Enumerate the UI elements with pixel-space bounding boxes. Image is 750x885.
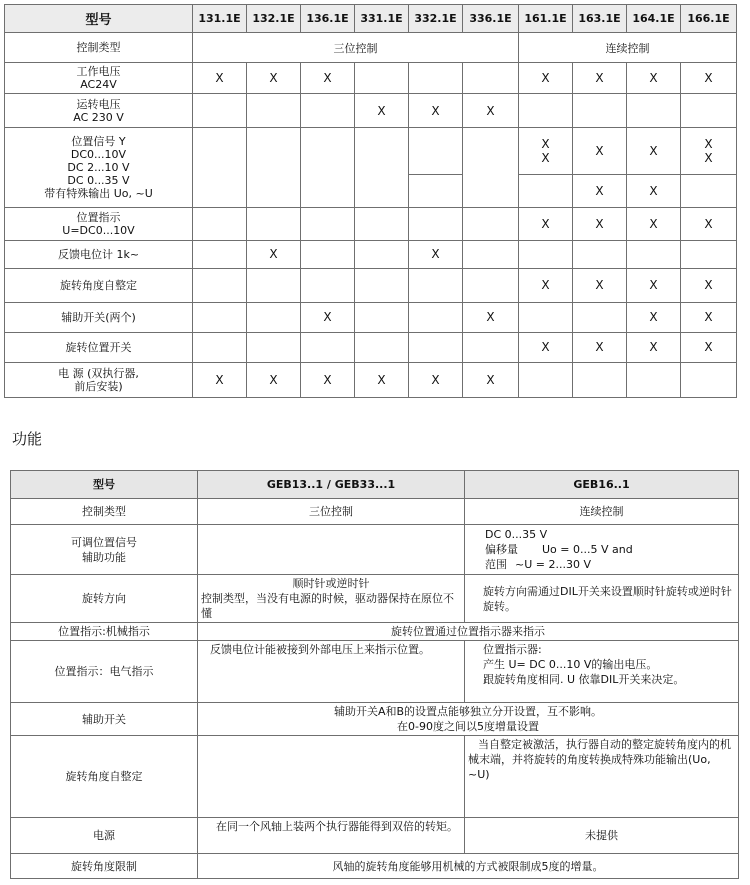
- mark-cell: [519, 302, 573, 332]
- cell-geb16: 位置指示器: 产生 U= DC 0...10 V的输出电压。 跟旋转角度相同. U 依靠DIL开关来决定。: [465, 641, 739, 703]
- mark-cell: X: [247, 362, 301, 397]
- mark-cell: X X: [681, 128, 737, 175]
- row-label: 控制类型: [11, 499, 198, 525]
- row-label: 可调位置信号 辅助功能: [11, 525, 198, 575]
- mark-cell: X: [681, 268, 737, 302]
- model-col: 132.1E: [247, 5, 301, 33]
- mark-cell: [681, 240, 737, 268]
- mark-cell: X: [573, 268, 627, 302]
- mark-cell: [463, 128, 519, 208]
- header-geb16: GEB16..1: [465, 471, 739, 499]
- mark-cell: [519, 94, 573, 128]
- mark-cell: X: [247, 240, 301, 268]
- mark-cell: [409, 208, 463, 240]
- function-table: [10, 470, 739, 879]
- model-col: 161.1E: [519, 5, 573, 33]
- row-position-indicator: [5, 208, 737, 240]
- group-three-position: 三位控制: [193, 33, 519, 63]
- mark-cell: X: [627, 332, 681, 362]
- mark-cell: [409, 128, 463, 175]
- cell-geb13: 在同一个风轴上装两个执行器能得到双倍的转矩。: [198, 818, 465, 854]
- row-label: 旋转角度自整定: [11, 736, 198, 818]
- model-col: 164.1E: [627, 5, 681, 33]
- mark-cell: [301, 268, 355, 302]
- section-title: 功能: [12, 430, 43, 448]
- mark-cell: [573, 302, 627, 332]
- row-label: 旋转角度限制: [11, 854, 198, 879]
- mark-cell: [573, 94, 627, 128]
- mark-cell: [627, 240, 681, 268]
- header-row: [5, 5, 737, 33]
- row-label: 电 源 (双执行器, 前后安装): [5, 362, 193, 397]
- cell-geb13: 三位控制: [198, 499, 465, 525]
- row-aux-switch: [5, 302, 737, 332]
- mark-cell: [355, 240, 409, 268]
- mark-cell: [193, 302, 247, 332]
- mark-cell: [355, 268, 409, 302]
- row-control-type: [11, 499, 739, 525]
- mark-cell: X: [519, 208, 573, 240]
- row-adjustable-signal: [11, 525, 739, 575]
- mark-cell: [193, 240, 247, 268]
- cell-geb13: 顺时针或逆时针 控制类型，当没有电源的时候，驱动器保持在原位不懂: [198, 575, 465, 623]
- mark-cell: [519, 362, 573, 397]
- cell-geb16: 旋转方向需通过DIL开关来设置顺时针旋转或逆时针旋转。: [465, 575, 739, 623]
- model-col: 163.1E: [573, 5, 627, 33]
- mark-cell: X X: [519, 128, 573, 175]
- mark-cell: X: [409, 362, 463, 397]
- row-label: 位置信号 Y DC0...10V DC 2...10 V DC 0...35 V 带有特殊输出 Uo, ~U: [5, 128, 193, 208]
- row-power: [11, 818, 739, 854]
- cell-geb16: 当自整定被激活，执行器自动的整定旋转角度内的机械末端，并将旋转的角度转换成特殊功能输出(Uo, ~U): [465, 736, 739, 818]
- mark-cell: [247, 128, 301, 208]
- cell-geb16: 连续控制: [465, 499, 739, 525]
- mark-cell: X: [301, 63, 355, 94]
- mark-cell: X: [627, 63, 681, 94]
- header-row: [11, 471, 739, 499]
- mark-cell: [409, 332, 463, 362]
- mark-cell: [573, 362, 627, 397]
- mark-cell: [301, 208, 355, 240]
- mark-cell: [193, 128, 247, 208]
- mark-cell: [301, 240, 355, 268]
- row-label: 辅助开关(两个): [5, 302, 193, 332]
- mark-cell: [463, 332, 519, 362]
- mark-cell: X: [463, 302, 519, 332]
- row-position-switch: [5, 332, 737, 362]
- row-self-adjust: [5, 268, 737, 302]
- group-continuous: 连续控制: [519, 33, 737, 63]
- model-col: 166.1E: [681, 5, 737, 33]
- mark-cell: [463, 63, 519, 94]
- mark-cell: X: [193, 63, 247, 94]
- header-geb13: GEB13..1 / GEB33...1: [198, 471, 465, 499]
- row-mech-indicator: [11, 623, 739, 641]
- model-feature-table: [4, 4, 737, 398]
- mark-cell: [301, 128, 355, 208]
- mark-cell: [627, 94, 681, 128]
- mark-cell: [301, 332, 355, 362]
- row-elec-indicator: [11, 641, 739, 703]
- row-aux-switch: [11, 703, 739, 736]
- row-angle-limit: [11, 854, 739, 879]
- mark-cell: X: [627, 302, 681, 332]
- mark-cell: X: [355, 94, 409, 128]
- mark-cell: [573, 240, 627, 268]
- mark-cell: X: [681, 302, 737, 332]
- mark-cell: [355, 332, 409, 362]
- mark-cell: X: [301, 362, 355, 397]
- cell-geb16: DC 0...35 V 偏移量 Uo = 0...5 V and 范围 ~U = 2...30 V: [465, 525, 739, 575]
- cell-merged: 风轴的旋转角度能够用机械的方式被限制成5度的增量。: [198, 854, 739, 879]
- mark-cell: X: [409, 240, 463, 268]
- mark-cell: [409, 268, 463, 302]
- row-label: 位置指示：电气指示: [11, 641, 198, 703]
- mark-cell: X: [627, 268, 681, 302]
- row-position-signal-upper: [5, 128, 737, 175]
- row-label: 旋转角度自整定: [5, 268, 193, 302]
- mark-cell: [247, 302, 301, 332]
- mark-cell: [247, 208, 301, 240]
- row-control-type: [5, 33, 737, 63]
- model-header: 型号: [11, 471, 198, 499]
- mark-cell: [409, 302, 463, 332]
- cell-merged: 辅助开关A和B的设置点能够独立分开设置，互不影响。 在0-90度之间以5度增量设置: [198, 703, 739, 736]
- mark-cell: [193, 268, 247, 302]
- mark-cell: [355, 63, 409, 94]
- cell-geb16: 未提供: [465, 818, 739, 854]
- row-label: 旋转方向: [11, 575, 198, 623]
- model-col: 332.1E: [409, 5, 463, 33]
- mark-cell: [409, 175, 463, 208]
- model-header: 型号: [5, 5, 193, 33]
- mark-cell: [681, 362, 737, 397]
- mark-cell: [681, 175, 737, 208]
- row-power: [5, 362, 737, 397]
- cell-geb13: [198, 525, 465, 575]
- mark-cell: X: [301, 302, 355, 332]
- row-label: 位置指示 U=DC0...10V: [5, 208, 193, 240]
- row-label: 辅助开关: [11, 703, 198, 736]
- mark-cell: [519, 175, 573, 208]
- mark-cell: X: [573, 63, 627, 94]
- row-running-voltage: [5, 94, 737, 128]
- mark-cell: X: [519, 268, 573, 302]
- mark-cell: [193, 94, 247, 128]
- mark-cell: [355, 128, 409, 208]
- row-label: 控制类型: [5, 33, 193, 63]
- mark-cell: X: [355, 362, 409, 397]
- mark-cell: [627, 362, 681, 397]
- row-label: 反馈电位计 1k~: [5, 240, 193, 268]
- model-col: 331.1E: [355, 5, 409, 33]
- row-self-adjust: [11, 736, 739, 818]
- row-operating-voltage: [5, 63, 737, 94]
- mark-cell: X: [193, 362, 247, 397]
- mark-cell: [247, 94, 301, 128]
- mark-cell: X: [681, 63, 737, 94]
- row-rotation-direction: [11, 575, 739, 623]
- mark-cell: [193, 332, 247, 362]
- mark-cell: X: [409, 94, 463, 128]
- mark-cell: X: [573, 175, 627, 208]
- mark-cell: [247, 332, 301, 362]
- mark-cell: [355, 208, 409, 240]
- mark-cell: X: [519, 332, 573, 362]
- mark-cell: [463, 208, 519, 240]
- mark-cell: X: [627, 175, 681, 208]
- mark-cell: X: [573, 128, 627, 175]
- mark-cell: [301, 94, 355, 128]
- cell-geb13: 反馈电位计能被接到外部电压上来指示位置。: [198, 641, 465, 703]
- cell-merged: 旋转位置通过位置指示器来指示: [198, 623, 739, 641]
- mark-cell: X: [519, 63, 573, 94]
- mark-cell: [409, 63, 463, 94]
- mark-cell: X: [247, 63, 301, 94]
- model-col: 136.1E: [301, 5, 355, 33]
- mark-cell: X: [627, 128, 681, 175]
- mark-cell: [193, 208, 247, 240]
- mark-cell: [519, 240, 573, 268]
- cell-geb13: [198, 736, 465, 818]
- row-label: 运转电压 AC 230 V: [5, 94, 193, 128]
- mark-cell: X: [463, 94, 519, 128]
- mark-cell: [681, 94, 737, 128]
- mark-cell: X: [463, 362, 519, 397]
- mark-cell: [247, 268, 301, 302]
- mark-cell: X: [681, 332, 737, 362]
- mark-cell: [463, 268, 519, 302]
- row-label: 电源: [11, 818, 198, 854]
- mark-cell: X: [573, 208, 627, 240]
- row-label: 旋转位置开关: [5, 332, 193, 362]
- row-label: 工作电压 AC24V: [5, 63, 193, 94]
- mark-cell: [355, 302, 409, 332]
- model-col: 131.1E: [193, 5, 247, 33]
- mark-cell: X: [681, 208, 737, 240]
- mark-cell: [463, 240, 519, 268]
- mark-cell: X: [627, 208, 681, 240]
- mark-cell: X: [573, 332, 627, 362]
- row-feedback-pot: [5, 240, 737, 268]
- row-label: 位置指示:机械指示: [11, 623, 198, 641]
- model-col: 336.1E: [463, 5, 519, 33]
